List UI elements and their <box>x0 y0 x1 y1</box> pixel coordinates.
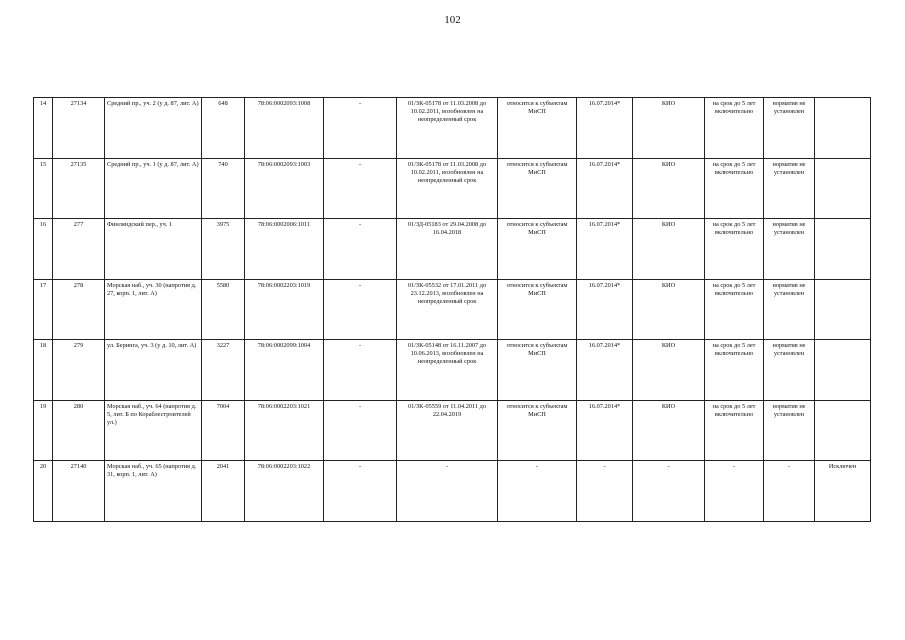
cell-lease-agreement: 01/ЗК-05559 от 11.04.2011 до 22.04.2019 <box>397 400 498 461</box>
cell-row-number: 17 <box>34 279 53 340</box>
cell-cadastral-number: 78:06:0002203:1021 <box>245 400 324 461</box>
cell-area: 3975 <box>202 219 245 280</box>
cell-organization: КИО <box>633 158 705 219</box>
cell-date: 16.07.2014* <box>577 98 633 159</box>
cell-subject-status: относится к субъектам МиСП <box>498 158 577 219</box>
cell-address: Финляндский пер., уч. 1 <box>105 219 202 280</box>
cell-row-number: 19 <box>34 400 53 461</box>
cell-object-id: 278 <box>53 279 105 340</box>
cell-area: 2041 <box>202 461 245 522</box>
cell-norm: норматив не установлен <box>764 98 815 159</box>
cell-address: Морская наб., уч. 30 (напротив д. 27, корп. 1, лит. А) <box>105 279 202 340</box>
cell-column-5: - <box>324 98 397 159</box>
cell-term: на срок до 5 лет включительно <box>705 400 764 461</box>
cell-note <box>815 279 871 340</box>
cell-row-number: 20 <box>34 461 53 522</box>
cell-note <box>815 219 871 280</box>
cell-object-id: 279 <box>53 340 105 401</box>
cell-norm: норматив не установлен <box>764 219 815 280</box>
cell-norm: норматив не установлен <box>764 340 815 401</box>
cell-note <box>815 158 871 219</box>
cell-subject-status: относится к субъектам МиСП <box>498 98 577 159</box>
table-row <box>34 340 871 401</box>
cell-subject-status: - <box>498 461 577 522</box>
cell-organization: КИО <box>633 98 705 159</box>
cell-note <box>815 98 871 159</box>
cell-term: на срок до 5 лет включительно <box>705 279 764 340</box>
table-row <box>34 461 871 522</box>
cell-column-5: - <box>324 158 397 219</box>
cell-date: 16.07.2014* <box>577 279 633 340</box>
cell-column-5: - <box>324 400 397 461</box>
cell-object-id: 27135 <box>53 158 105 219</box>
cell-organization: КИО <box>633 400 705 461</box>
cell-cadastral-number: 78:06:0002093:1008 <box>245 98 324 159</box>
cell-area: 5580 <box>202 279 245 340</box>
cell-area: 3227 <box>202 340 245 401</box>
cell-column-5: - <box>324 279 397 340</box>
cell-norm: норматив не установлен <box>764 400 815 461</box>
cell-term: на срок до 5 лет включительно <box>705 219 764 280</box>
table-row <box>34 158 871 219</box>
land-plots-table <box>33 97 871 522</box>
cell-date: 16.07.2014* <box>577 400 633 461</box>
cell-address: Средний пр., уч. 2 (у д. 87, лит. А) <box>105 98 202 159</box>
cell-term: на срок до 5 лет включительно <box>705 158 764 219</box>
cell-address: Морская наб., уч. 65 (напротив д. 31, корп. 1, лит. А) <box>105 461 202 522</box>
cell-address: ул. Беринга, уч. 3 (у д. 10, лит. А) <box>105 340 202 401</box>
cell-row-number: 16 <box>34 219 53 280</box>
cell-address: Средний пр., уч. 1 (у д. 87, лит. А) <box>105 158 202 219</box>
cell-subject-status: относится к субъектам МиСП <box>498 279 577 340</box>
cell-column-5: - <box>324 219 397 280</box>
cell-cadastral-number: 78:06:0002203:1019 <box>245 279 324 340</box>
cell-note <box>815 340 871 401</box>
cell-lease-agreement: 01/ЗК-05178 от 11.03.2008 до 10.02.2011, возобновлен на неопределенный срок <box>397 98 498 159</box>
table-row <box>34 219 871 280</box>
cell-column-5: - <box>324 461 397 522</box>
cell-term: на срок до 5 лет включительно <box>705 98 764 159</box>
cell-row-number: 14 <box>34 98 53 159</box>
cell-date: 16.07.2014* <box>577 219 633 280</box>
cell-term: на срок до 5 лет включительно <box>705 340 764 401</box>
cell-cadastral-number: 78:06:0002203:1022 <box>245 461 324 522</box>
cell-area: 7004 <box>202 400 245 461</box>
cell-note: Исключен <box>815 461 871 522</box>
cell-norm: норматив не установлен <box>764 158 815 219</box>
cell-date: 16.07.2014* <box>577 340 633 401</box>
cell-norm: - <box>764 461 815 522</box>
cell-lease-agreement: 01/ЗК-05532 от 17.01.2011 до 23.12.2013, возобновлен на неопределенный срок <box>397 279 498 340</box>
cell-organization: КИО <box>633 219 705 280</box>
cell-organization: КИО <box>633 340 705 401</box>
cell-row-number: 18 <box>34 340 53 401</box>
cell-note <box>815 400 871 461</box>
cell-subject-status: относится к субъектам МиСП <box>498 340 577 401</box>
table-row <box>34 279 871 340</box>
cell-organization: - <box>633 461 705 522</box>
table-row <box>34 98 871 159</box>
cell-object-id: 27134 <box>53 98 105 159</box>
cell-norm: норматив не установлен <box>764 279 815 340</box>
cell-organization: КИО <box>633 279 705 340</box>
cell-address: Морская наб., уч. 64 (напротив д. 5, лит. Б по Кораблестроителей ул.) <box>105 400 202 461</box>
cell-object-id: 280 <box>53 400 105 461</box>
page-number: 102 <box>444 14 461 26</box>
cell-lease-agreement: 01/ЗК-05148 от 16.11.2007 до 10.06.2013, возобновлен на неопределенный срок <box>397 340 498 401</box>
cell-cadastral-number: 78:06:0002099:1004 <box>245 340 324 401</box>
cell-area: 740 <box>202 158 245 219</box>
cell-date: - <box>577 461 633 522</box>
cell-lease-agreement: - <box>397 461 498 522</box>
cell-subject-status: относится к субъектам МиСП <box>498 400 577 461</box>
table-row <box>34 400 871 461</box>
cell-column-5: - <box>324 340 397 401</box>
cell-object-id: 27140 <box>53 461 105 522</box>
cell-date: 16.07.2014* <box>577 158 633 219</box>
cell-lease-agreement: 01/ЗД-05183 от 29.04.2008 до 16.04.2018 <box>397 219 498 280</box>
cell-object-id: 277 <box>53 219 105 280</box>
cell-lease-agreement: 01/ЗК-05178 от 11.03.2008 до 10.02.2011, возобновлен на неопределенный срок <box>397 158 498 219</box>
cell-cadastral-number: 78:06:0002093:1003 <box>245 158 324 219</box>
cell-subject-status: относится к субъектам МиСП <box>498 219 577 280</box>
cell-area: 648 <box>202 98 245 159</box>
cell-cadastral-number: 78:06:0002006:1011 <box>245 219 324 280</box>
cell-row-number: 15 <box>34 158 53 219</box>
cell-term: - <box>705 461 764 522</box>
